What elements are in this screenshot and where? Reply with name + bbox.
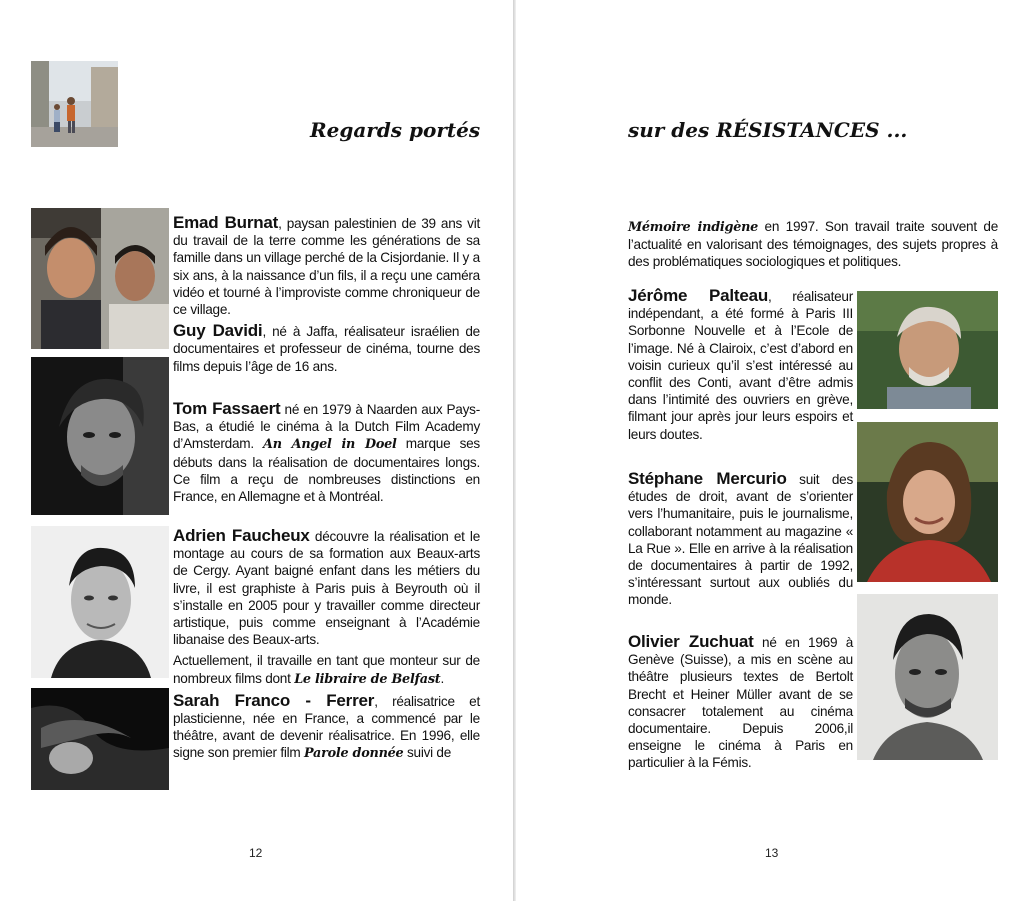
- bio-sarah-franco-ferrer: [173, 692, 480, 763]
- bio-text: suivi de: [403, 745, 452, 761]
- film-title: Parole donnée: [304, 746, 404, 762]
- page-number-left: 12: [249, 846, 263, 860]
- photo-jerome-palteau: [857, 291, 998, 409]
- photo-olivier-zuchuat: [857, 594, 998, 760]
- bio-text: découvre la réalisation et le montage au cours de sa formation aux Beaux-arts de Cergy. Ayant baigné enfant dans les métiers du livre, il est graphiste à Paris puis à Beyrouth où il s’installe en 2005 pour y travailler comme directeur artistique, puis comme enseignant à l’Académie libanaise des Beaux-arts.: [173, 529, 480, 648]
- text-column-left-bottom: [173, 527, 480, 767]
- page-heading-left: Regards portés: [310, 118, 481, 142]
- bio-emad-burnat: [173, 214, 480, 318]
- bio-text: suit des études de droit, avant de s’orienter vers l’humanitaire, puis le journalisme, collaborant notamment au magazine « La Rue ». Elle en arrive à la réalisation de documentaires à partir de 1992, s’intéressant surtout aux oubliés du monde.: [628, 472, 854, 608]
- page-heading-right: sur des RÉSISTANCES ...: [628, 118, 908, 142]
- bio-text: né en 1979 à Naarden aux Pays-Bas, a étudié le cinéma à la Dutch Film Academy d’Amsterdam.: [173, 402, 480, 452]
- bio-tom-fassaert: [173, 400, 480, 505]
- film-title: Mémoire indigène: [628, 220, 759, 235]
- film-title: Le libraire de Belfast: [294, 671, 441, 687]
- bio-stephane-mercurio: [628, 470, 853, 609]
- person-name: Guy Davidi: [173, 321, 263, 341]
- film-title: An Angel in Doel: [263, 437, 397, 453]
- bio-adrien-faucheux: [173, 527, 480, 648]
- page-right: [516, 0, 1030, 901]
- person-name: Sarah Franco - Ferrer: [173, 690, 375, 710]
- person-name: Tom Fassaert: [173, 399, 281, 418]
- photo-street-children: [31, 61, 118, 147]
- person-name: Adrien Faucheux: [173, 526, 310, 545]
- text-column-right-zuchuat: [628, 633, 853, 776]
- bio-sarah-franco-ferrer-cont: [628, 218, 998, 271]
- photo-emad-burnat-guy-davidi: [31, 208, 169, 349]
- bio-text: Actuellement, il travaille en tant que monteur sur de nombreux films dont: [173, 653, 480, 686]
- text-column-right-mercurio: [628, 470, 853, 613]
- photo-stephane-mercurio: [857, 422, 998, 582]
- bio-guy-davidi: [173, 322, 480, 375]
- bio-olivier-zuchuat: [628, 633, 853, 772]
- bio-text: .: [440, 670, 444, 686]
- page-number-right: 13: [765, 846, 779, 860]
- text-column-right-top: [628, 218, 998, 275]
- bio-text: , réalisatrice et plasticienne, née en France, a commencé par le théâtre, avant de devenir réalisatrice. En 1996, elle signe son premier film: [173, 693, 480, 761]
- person-name: Olivier Zuchuat: [628, 632, 754, 651]
- text-column-left-top: [173, 214, 480, 379]
- bio-adrien-faucheux-cont: [173, 652, 480, 687]
- person-name: Emad Burnat: [173, 213, 279, 232]
- bio-jerome-palteau: [628, 287, 853, 443]
- bio-text: en 1997. Son travail traite souvent de l’actualité en valorisant des témoignages, des sujets propres à des problématiques sociologiques et politiques.: [628, 219, 999, 270]
- bio-text: marque ses débuts dans la réalisation de documentaires longs. Ce film a reçu de nombreuses distinctions en France, en Allemagne et à Montréal.: [173, 436, 480, 505]
- bio-text: , réalisateur indépendant, a été formé à Paris III Sorbonne Nouvelle et à l’Ecole de l’image. Né à Clairoix, c’est d’abord en voisin curieux qu’il s’est intéressé au conflit des Conti, avant d’être admis dans l’intimité des ouvriers en grève, filmant jour après jour leurs espoirs et leurs doutes.: [628, 289, 853, 442]
- person-name: Jérôme Palteau: [628, 286, 769, 305]
- text-column-right-palteau: [628, 287, 853, 447]
- person-name: Stéphane Mercurio: [628, 469, 787, 488]
- photo-sarah-franco-ferrer: [31, 688, 169, 790]
- photo-tom-fassaert: [31, 357, 169, 515]
- text-column-left-middle: [173, 400, 480, 509]
- bio-text: , né à Jaffa, réalisateur israélien de documentaires et professeur de cinéma, tourne des films depuis l’âge de 16 ans.: [173, 324, 480, 374]
- bio-text: né en 1969 à Genève (Suisse), a mis en scène au théâtre plusieurs textes de Bertolt Brecht et Heiner Müller avant de se consacrer totalement au cinéma documentaire. Depuis 2006,il enseigne le cinéma à Paris en particulier à la Fémis.: [628, 635, 853, 771]
- page-left: [0, 0, 513, 901]
- bio-text: , paysan palestinien de 39 ans vit du travail de la terre comme les générations de sa famille dans un village perché de la Cisjordanie. Il y a six ans, à la naissance d’un fils, il a reçu une caméra vidéo et tourné à l’improviste comme chroniqueur de ce village.: [173, 216, 480, 318]
- photo-adrien-faucheux: [31, 526, 169, 678]
